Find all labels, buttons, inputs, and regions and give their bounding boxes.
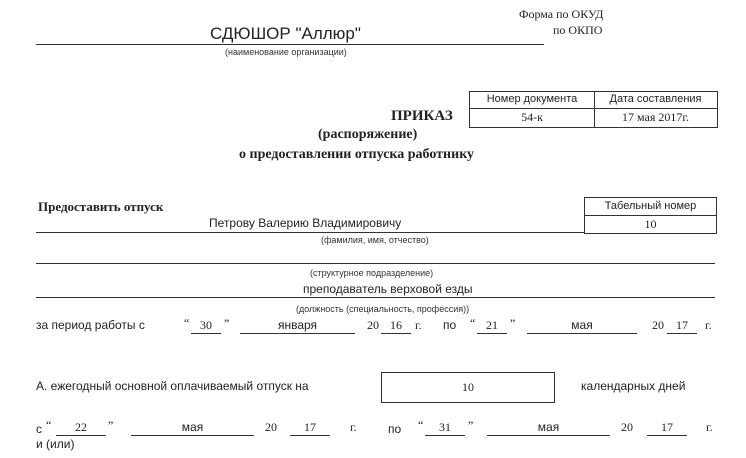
period-from-day: 30 bbox=[200, 318, 212, 332]
period-label: за период работы с bbox=[36, 318, 145, 332]
leave-from-day: 22 bbox=[75, 420, 87, 434]
and-or-label: и (или) bbox=[36, 437, 75, 451]
leave-to-day: 31 bbox=[439, 420, 451, 434]
okpo-label: по ОКПО bbox=[553, 23, 603, 37]
period-open-quote: “ bbox=[184, 316, 190, 330]
doc-date-header: Дата составления bbox=[609, 93, 702, 105]
leave-days-box bbox=[381, 372, 555, 403]
leave-to-month: мая bbox=[537, 420, 560, 434]
leave-from-label: с bbox=[36, 422, 42, 436]
name-caption: (фамилия, имя, отчество) bbox=[321, 235, 429, 245]
order-title: ПРИКАЗ bbox=[391, 108, 453, 124]
tab-number-box bbox=[584, 197, 717, 234]
tab-number-value: 10 bbox=[644, 217, 657, 231]
okud-label: Форма по ОКУД bbox=[519, 7, 604, 21]
position-caption: (должность (специальность, профессия)) bbox=[296, 304, 470, 314]
leave-days-value: 10 bbox=[462, 380, 474, 394]
period-to-day: 21 bbox=[486, 318, 498, 332]
employee-position: преподаватель верховой езды bbox=[303, 282, 473, 296]
annual-leave-label: А. ежегодный основной оплачиваемый отпуск на bbox=[36, 379, 309, 393]
position-underline bbox=[36, 297, 715, 298]
leave-to-close-quote: ” bbox=[468, 418, 474, 432]
period-to-month: мая bbox=[571, 318, 593, 332]
period-close-quote: ” bbox=[224, 316, 230, 330]
period-from-year: 16 bbox=[390, 318, 402, 332]
department-caption: (структурное подразделение) bbox=[310, 268, 434, 278]
period-to-year: 17 bbox=[676, 318, 688, 332]
department-underline bbox=[36, 263, 715, 264]
tab-number-header: Табельный номер bbox=[604, 200, 697, 212]
employee-name: Петрову Валерию Владимировичу bbox=[209, 216, 402, 230]
order-purpose: о предоставлении отпуска работнику bbox=[239, 147, 475, 162]
order-subtitle: (распоряжение) bbox=[318, 127, 418, 142]
days-label: календарных дней bbox=[581, 379, 686, 393]
period-to-label: по bbox=[443, 318, 457, 332]
leave-to-label: по bbox=[388, 422, 402, 436]
doc-date-value: 17 мая 2017г. bbox=[622, 110, 689, 124]
period-to-open-quote: “ bbox=[470, 316, 476, 330]
period-from-year-suffix: г. bbox=[415, 318, 422, 332]
leave-from-close-quote: ” bbox=[108, 418, 114, 432]
period-from-month: января bbox=[277, 318, 318, 332]
org-name: СДЮШОР "Аллюр" bbox=[210, 24, 361, 43]
period-to-year-prefix: 20 bbox=[652, 318, 664, 332]
name-underline bbox=[36, 232, 584, 233]
doc-number-header: Номер документа bbox=[486, 93, 578, 105]
doc-number-value: 54-к bbox=[521, 110, 543, 124]
leave-from-open-quote: “ bbox=[46, 418, 52, 432]
leave-to-open-quote: “ bbox=[418, 418, 424, 432]
leave-to-year: 17 bbox=[661, 420, 673, 434]
leave-from-year: 17 bbox=[304, 420, 316, 434]
period-to-year-suffix: г. bbox=[705, 318, 712, 332]
org-underline bbox=[36, 44, 544, 45]
doc-table bbox=[469, 91, 718, 128]
grant-leave-label: Предоставить отпуск bbox=[38, 199, 164, 214]
leave-to-year-prefix: 20 bbox=[621, 420, 633, 434]
period-to-close-quote: ” bbox=[510, 316, 516, 330]
org-caption: (наименование организации) bbox=[225, 47, 347, 57]
leave-from-year-suffix: г. bbox=[350, 420, 357, 434]
period-from-year-prefix: 20 bbox=[367, 318, 379, 332]
leave-from-month: мая bbox=[181, 420, 204, 434]
leave-from-year-prefix: 20 bbox=[265, 420, 277, 434]
leave-to-year-suffix: г. bbox=[706, 420, 713, 434]
